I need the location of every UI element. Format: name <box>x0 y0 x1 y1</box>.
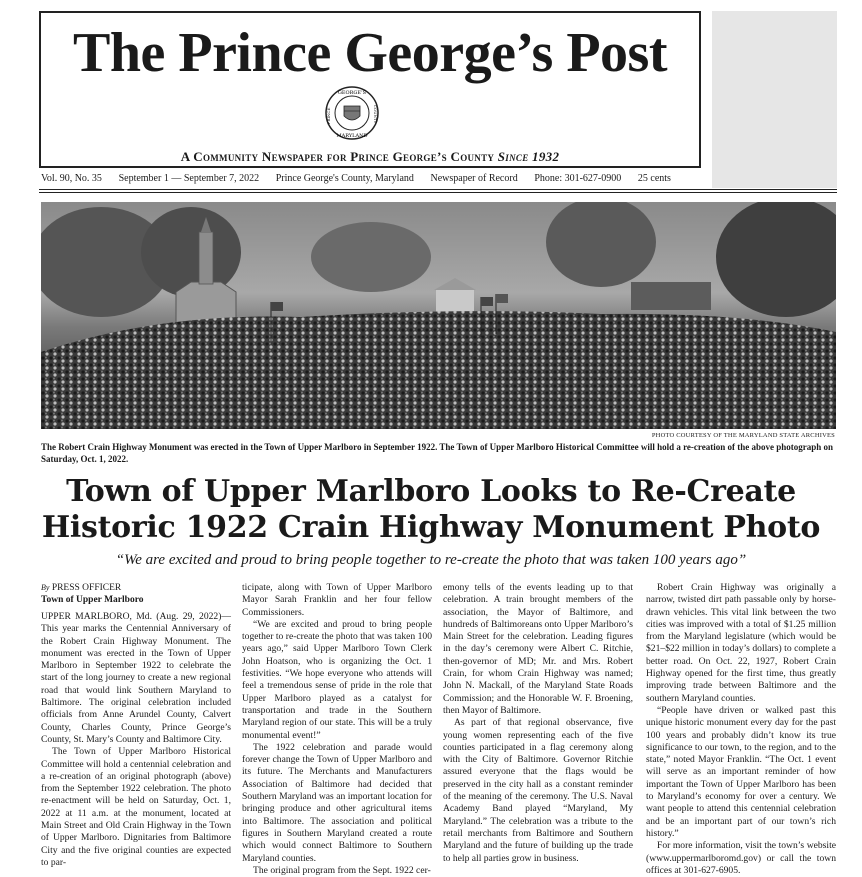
seal-text-left: PRINCE <box>326 107 331 125</box>
seal-text-right: COUNTY <box>373 104 378 124</box>
paragraph: UPPER MARLBORO, Md. (Aug. 29, 2022)—This year marks the Centennial Anniversary of the Robert Crain Highway Monument. The monument was erected in the Town of Upper Marlboro in September 1922 to celebrate the start of the long journey to create a new regional road that would link Southern Maryland to Baltimore. The original celebration included officials from Anne Arundel County, Calvert County, Charles County, Prince George’s County, St. Mary’s County and Baltimore City. <box>41 611 231 745</box>
newspaper-title: The Prince George’s Post <box>73 22 667 84</box>
location: Prince George's County, Maryland <box>275 173 414 184</box>
byline-name: PRESS OFFICER <box>51 583 122 593</box>
divider <box>39 189 837 190</box>
newspaper-of-record: Newspaper of Record <box>430 173 518 184</box>
seal-text-top: GEORGE’S <box>337 90 367 96</box>
byline-org: Town of Upper Marlboro <box>41 595 144 605</box>
historic-panorama-photo <box>41 202 836 429</box>
article-deck: “We are excited and proud to bring people together to re-create the photo that was taken 100 years ago” <box>115 552 747 568</box>
paragraph: The Town of Upper Marlboro Historical Committee will hold a centennial celebration and a re-creation of an original photograph (above) from the September 1922 celebration. The photo re-enactment will be held on Saturday, Oct. 1, 2022 at 11 a.m. at the monument, located at Main Street and Old Crain Highway in the Town of Upper Marlboro. Dignitaries from Baltimore City and the five original counties are expected to par- <box>41 746 231 868</box>
volume-number: Vol. 90, No. 35 <box>41 173 102 184</box>
paragraph: “People have driven or walked past this unique historic monument every day for the past 100 years and probably didn’t know its true significance to our town, to the region, and to the state,” noted Mayor Franklin. “The Oct. 1 event will serve as an important reminder of how important the Town of Upper Marlboro has been to Maryland’s economy for over a century. We want people to attend this centennial celebration and be an important part of our town’s rich history.” <box>646 704 836 839</box>
article-headline <box>30 474 832 546</box>
byline <box>41 582 231 606</box>
phone-number: Phone: 301-627-0900 <box>534 173 622 184</box>
price: 25 cents <box>637 173 671 184</box>
article-column-2 <box>242 582 432 877</box>
article-column-1 <box>41 582 231 869</box>
paragraph: ticipate, along with Town of Upper Marlboro Mayor Sarah Franklin and her four fellow Commissioners. <box>242 582 432 618</box>
info-bar <box>41 173 671 184</box>
paragraph: The original program from the Sept. 1922 cer- <box>253 864 431 876</box>
tagline <box>41 149 699 165</box>
issue-dates: September 1 — September 7, 2022 <box>118 173 260 184</box>
article-column-3 <box>443 582 633 865</box>
tagline-main: A Community Newspaper for Prince George’s County <box>180 149 495 164</box>
county-seal-icon <box>324 84 380 142</box>
paragraph: For more information, visit the town’s website (www.uppermarlboromd.gov) or call the town offices at 301-627-6905. <box>646 840 836 876</box>
paragraph: Robert Crain Highway was originally a narrow, twisted dirt path passable only by horse-drawn vehicles. This vital link between the two cities was improved with a total of $1.25 million from the Maryland legislature (which would be $21–$22 million in today’s dollars) to complete a better road. On Oct. 22, 1927, Robert Crain Highway opened for the first time, thus greatly improving trade between Baltimore and the southern Maryland counties. <box>646 582 836 704</box>
paragraph: As part of that regional observance, five young women representing each of the five counties participated in a flag ceremony along with the City of Baltimore. Governor Ritchie assured everyone that the flags would be preserved in the city hall as a constant reminder of the meaning of the ceremony. The U.S. Naval Academy Band played “Maryland, My Maryland.” The celebration was a tribute to the retail merchants from Baltimore and Southern Maryland and the future of building up the trade to help all parties grow in business. <box>443 717 633 864</box>
byline-by: By <box>41 583 50 592</box>
ad-placeholder <box>712 11 837 188</box>
tagline-since: Since 1932 <box>497 149 560 164</box>
headline-line-1: Town of Upper Marlboro Looks to Re-Create <box>66 474 796 509</box>
divider <box>39 192 837 193</box>
paragraph: “We are excited and proud to bring people together to re-create the photo that was taken 100 years ago,” said Upper Marlboro Town Clerk John Hoatson, who is organizing the Oct. 1 festivities. “We hope everyone who attends will feel a tremendous sense of pride in the role that Upper Marlboro played as a catalyst for transportation and trade in the Southern Maryland region of our state. This will be a truly monumental event!” <box>242 618 432 741</box>
photo-credit: PHOTO COURTESY OF THE MARYLAND STATE ARCHIVES <box>651 432 835 439</box>
paragraph: emony tells of the events leading up to that celebration. A train brought members of the association, the Mayor of Baltimore, and hundreds of Baltimoreans onto Upper Marlboro’s Main Street for the celebration. Leading figures in the day’s ceremony were Albert C. Ritchie, then-governor of MD; Mr. and Mrs. Robert Crain, for whom Crain Highway was named; John N. Mackall, of the Maryland State Roads Commission; and the Honorable W. F. Broening, then Mayor of Baltimore. <box>443 582 633 716</box>
article-column-4 <box>646 582 836 877</box>
headline-line-2: Historic 1922 Crain Highway Monument Photo <box>41 510 821 545</box>
seal-text-bottom: MARYLAND <box>336 133 368 139</box>
masthead <box>39 11 701 168</box>
paragraph: The 1922 celebration and parade would forever change the Town of Upper Marlboro and its future. The Merchants and Manufacturers Association of Baltimore had decided that Southern Maryland was an important location for bringing produce and other agricultural items into Baltimore. The association and political figures in Southern Maryland created a route which would connect Baltimore to Southern Maryland counties. <box>242 741 432 864</box>
photo-caption: The Robert Crain Highway Monument was erected in the Town of Upper Marlboro in September 1922. The Town of Upper Marlboro Historical Committee will hold a re-creation of the above photograph on Saturday, Oct. 1, 2022. <box>41 442 833 464</box>
